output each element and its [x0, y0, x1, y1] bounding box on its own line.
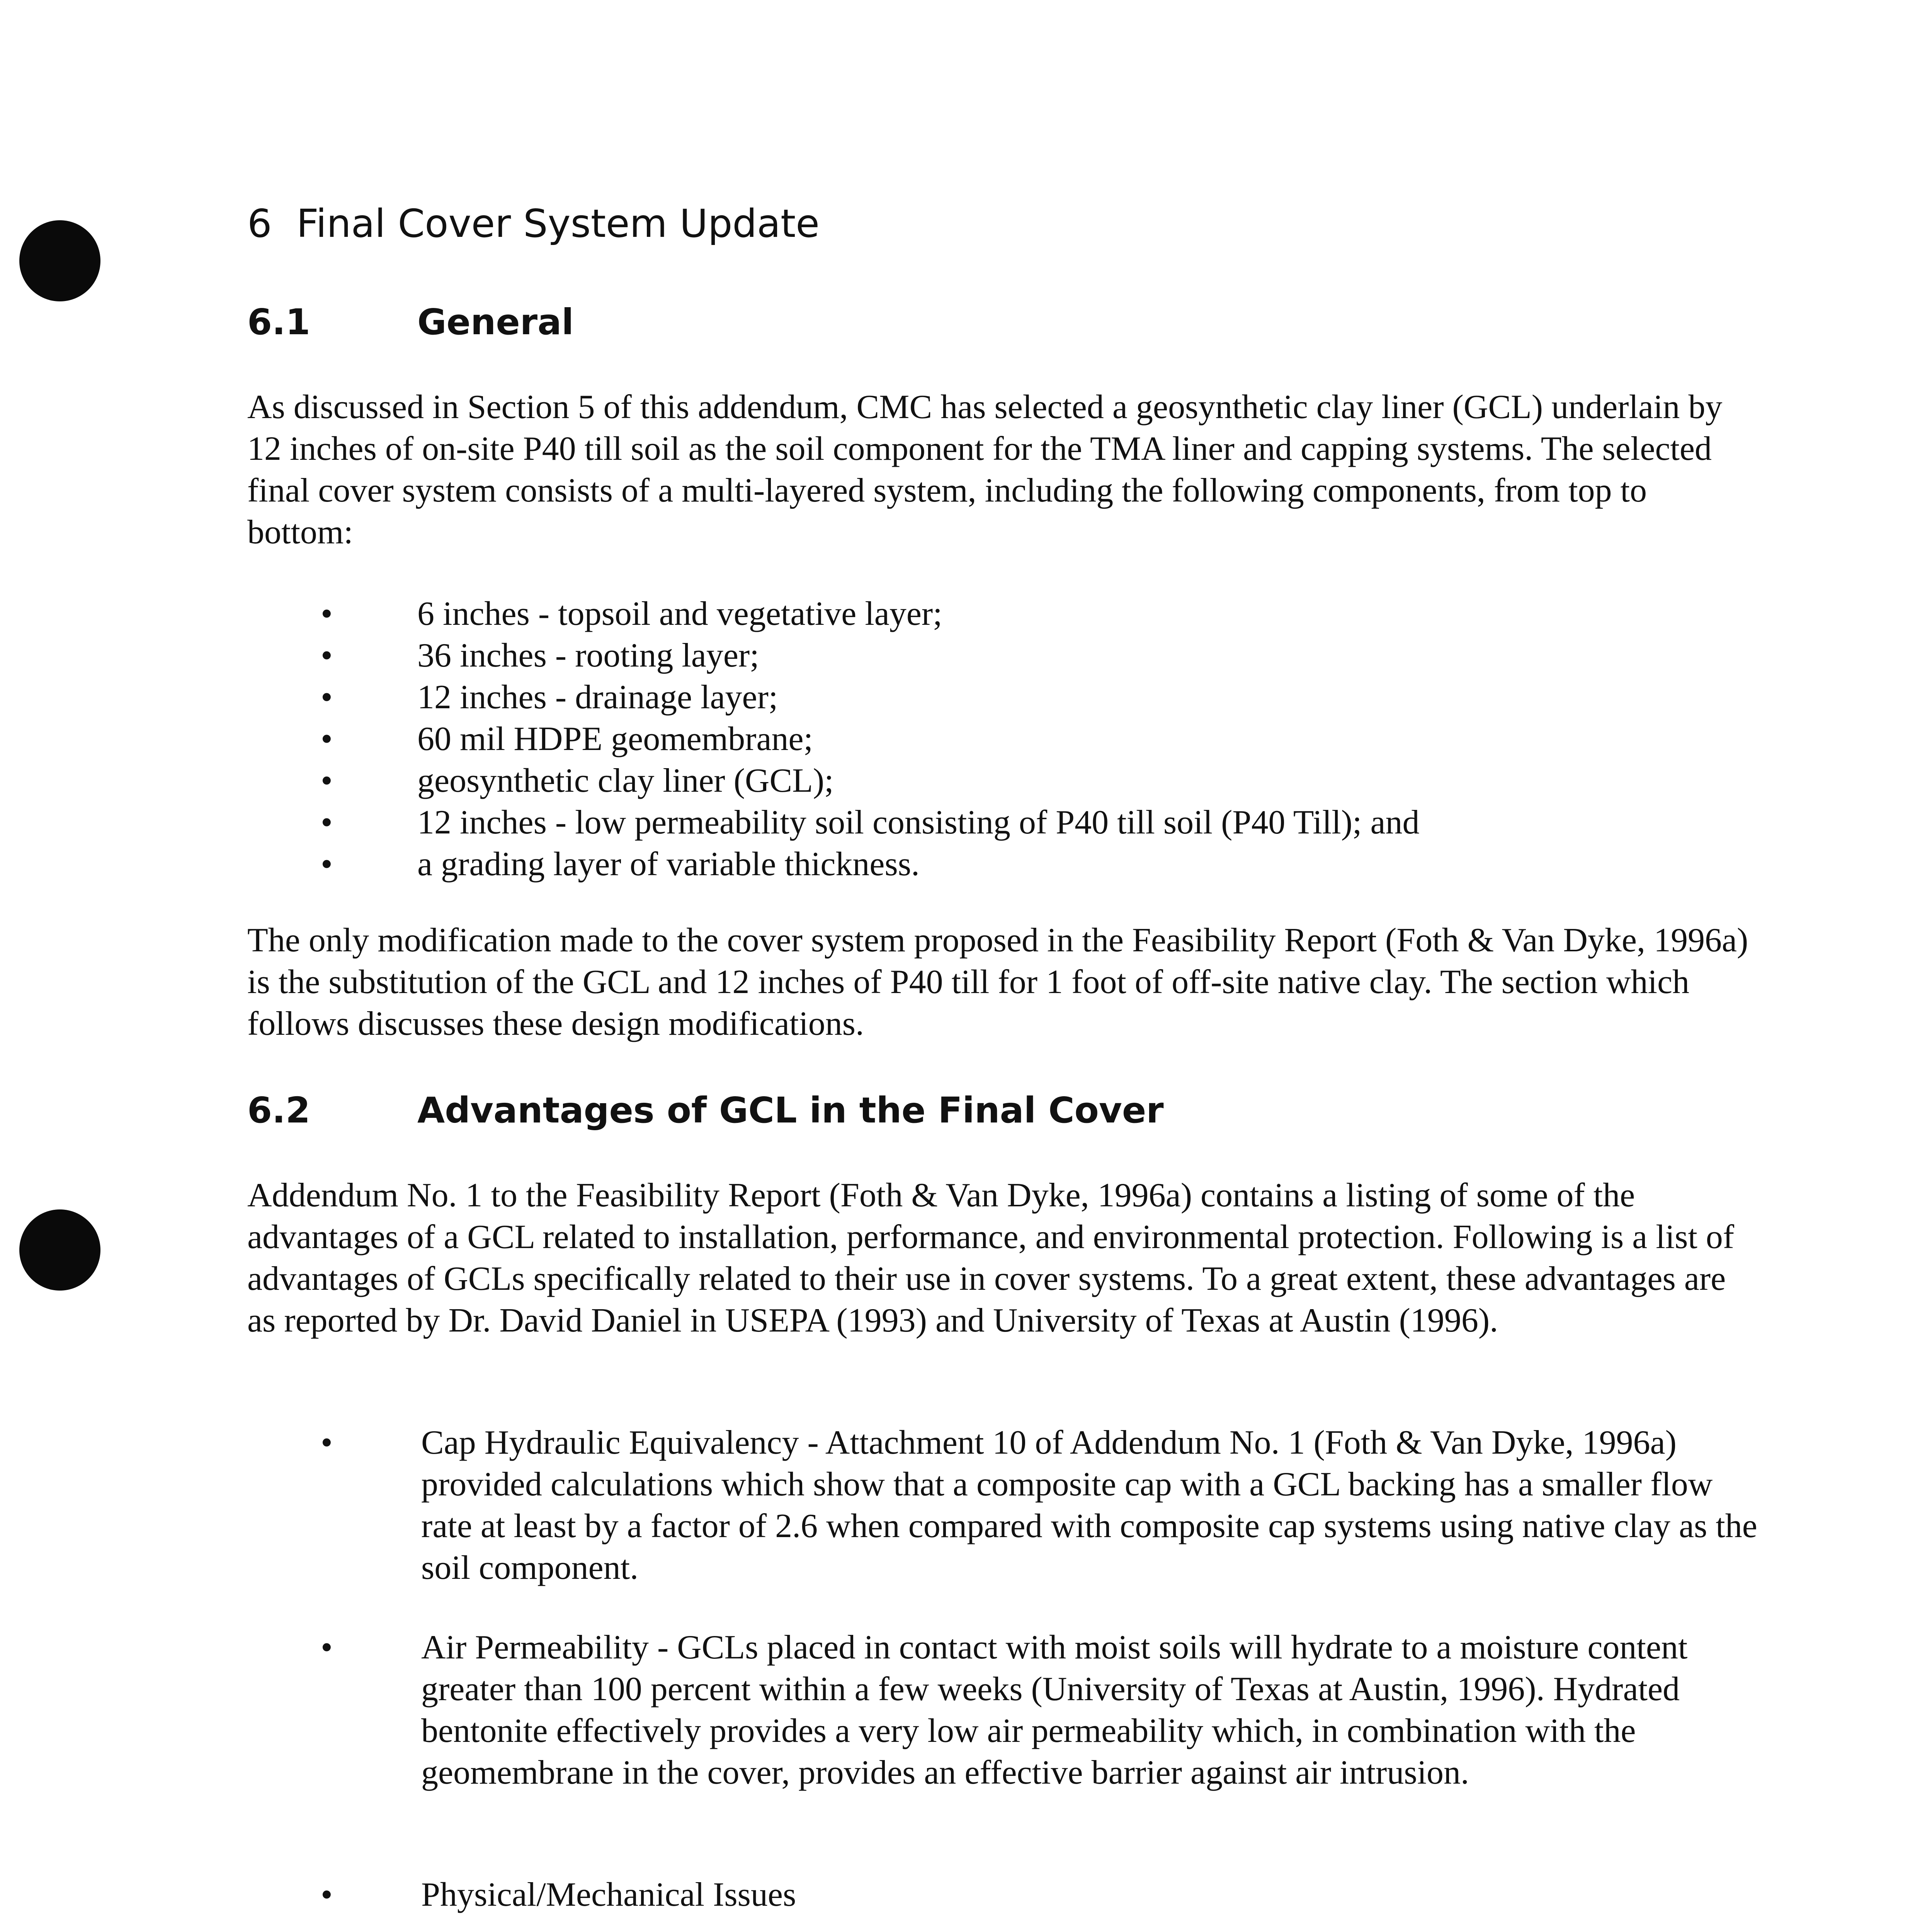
list-item: • 12 inches - drainage layer;: [321, 677, 1750, 718]
bullet-marker: •: [321, 595, 333, 633]
bullet-marker: •: [321, 720, 333, 758]
list-item: • 6 inches - topsoil and vegetative layer;: [321, 593, 1750, 635]
list-item: • geosynthetic clay liner (GCL);: [321, 760, 1750, 802]
list-item: • 36 inches - rooting layer;: [321, 635, 1750, 677]
binder-hole-top: [19, 220, 100, 301]
list-item: • 60 mil HDPE geomembrane;: [321, 718, 1750, 760]
advantage-item: [321, 1874, 1770, 1916]
bullet-marker: •: [321, 845, 333, 883]
advantage-text: Physical/Mechanical Issues: [421, 1876, 796, 1913]
section-number: 6.2: [247, 1090, 310, 1131]
section-6-1-intro: As discussed in Section 5 of this addendum, CMC has selected a geosynthetic clay liner (GCL) underlain by 12 inches of on-site P40 till soil as the soil component for the TMA liner and capping systems. The selected final cover system consists of a multi-layered system, including the following components, from top to bottom:: [247, 388, 1723, 551]
advantage-text: Cap Hydraulic Equivalency - Attachment 10 of Addendum No. 1 (Foth & Van Dyke, 1996a) provided calculations which show that a composite cap with a GCL backing has a smaller flow rate at least by a factor of 2.6 when compared with composite cap systems using native clay as the soil component.: [421, 1424, 1757, 1587]
list-item: • 12 inches - low permeability soil consisting of P40 till soil (P40 Till); and: [321, 802, 1750, 844]
section-6-2-intro: Addendum No. 1 to the Feasibility Report (Foth & Van Dyke, 1996a) contains a listing of some of the advantages of a GCL related to installation, performance, and environmental protection. Following is a list of advantages of GCLs specifically related to their use in cover systems. To a great extent, these advantages are as reported by Dr. David Daniel in USEPA (1993) and University of Texas at Austin (1996).: [247, 1177, 1735, 1339]
cover-components-list: [321, 593, 1750, 885]
chapter-number: 6: [247, 201, 272, 246]
bullet-marker: •: [321, 637, 333, 674]
section-heading-6-1: [247, 301, 574, 343]
chapter-heading: [247, 201, 820, 246]
chapter-title: Final Cover System Update: [296, 201, 820, 246]
section-6-1-closing: The only modification made to the cover system proposed in the Feasibility Report (Foth & Van Dyke, 1996a) is the substitution of the GCL and 12 inches of P40 till for 1 foot of off-site native clay. The section which follows discusses these design modifications.: [247, 922, 1748, 1043]
bullet-marker: •: [321, 804, 333, 841]
bullet-marker: •: [321, 1876, 333, 1913]
section-number: 6.1: [247, 301, 310, 343]
binder-hole-middle: [19, 1209, 100, 1291]
section-title: Advantages of GCL in the Final Cover: [417, 1090, 1164, 1131]
bullet-marker: •: [321, 1424, 333, 1461]
advantage-text: Air Permeability - GCLs placed in contact with moist soils will hydrate to a moisture content greater than 100 percent within a few weeks (University of Texas at Austin, 1996). Hydrated bentonite effectively provides a very low air permeability which, in combination with the geomembrane in the cover, provides an effective barrier against air intrusion.: [421, 1629, 1688, 1791]
section-title: General: [417, 301, 574, 343]
bullet-marker: •: [321, 679, 333, 716]
section-heading-6-2: [247, 1090, 1164, 1131]
bullet-marker: •: [321, 762, 333, 799]
advantage-item: [321, 1422, 1770, 1589]
advantage-item: [321, 1627, 1770, 1794]
bullet-marker: •: [321, 1629, 333, 1666]
list-item: • a grading layer of variable thickness.: [321, 844, 1750, 885]
